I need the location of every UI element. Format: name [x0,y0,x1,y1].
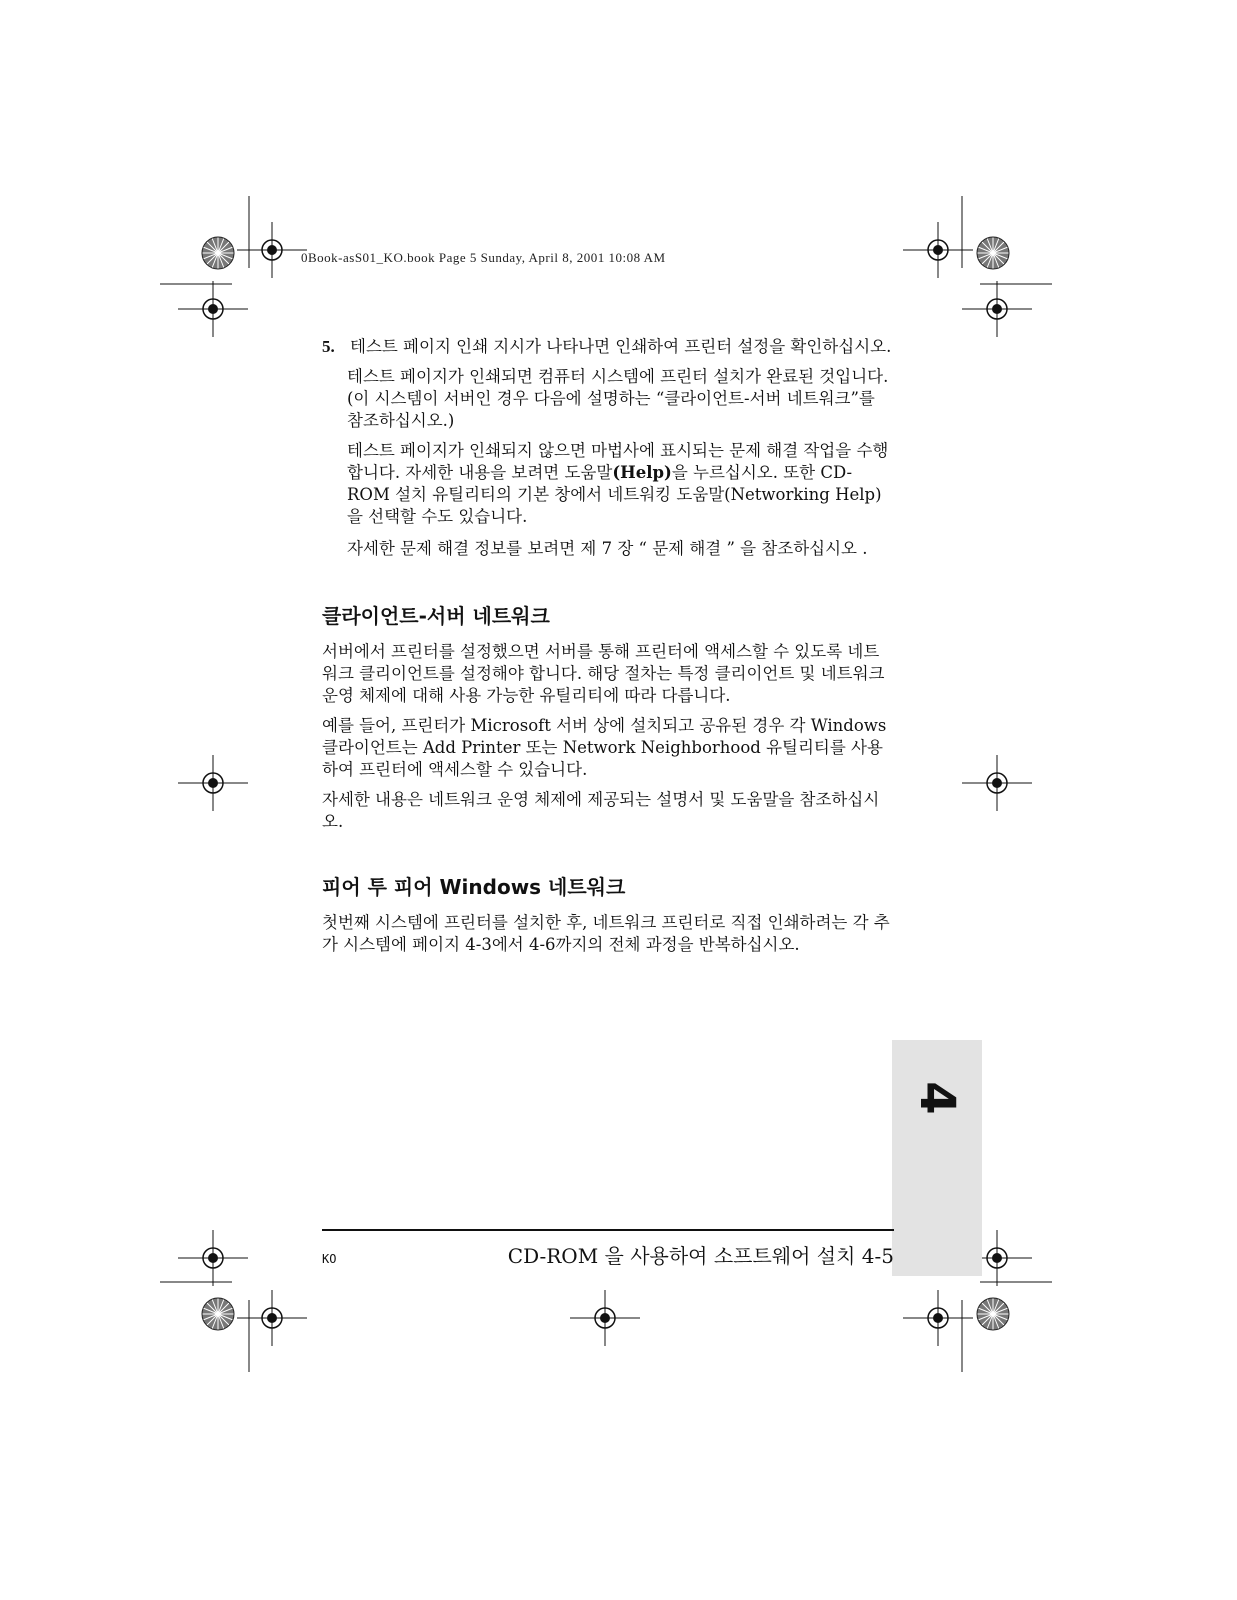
para-2-end: 을 누르십시오. 또한 CD-ROM 설치 유틸리티의 기본 창에서 네트워킹 도움말(Networking Help)을 선택할 수도 있습니다. [347,463,882,526]
step-5-para-2 [322,440,894,528]
client-server-para-2: 예를 들어, 프린터가 Microsoft 서버 상에 설치되고 공유된 경우 각 Windows 클라이언트는 Add Printer 또는 Network Neighborhood 유틸리티를 사용하여 프린터에 액세스할 수 있습니다. [322,716,887,779]
main-content [322,336,894,956]
footer-rule [322,1229,894,1231]
step-5-para-1: 테스트 페이지가 인쇄되면 컴퓨터 시스템에 프린터 설치가 완료된 것입니다. (이 시스템이 서버인 경우 다음에 설명하는 “클라이언트-서버 네트워크”를 참조하십시오.) [347,367,889,430]
step-text: 테스트 페이지 인쇄 지시가 나타나면 인쇄하여 프린터 설정을 확인하십시오. [350,337,892,356]
step-5-para-3: 자세한 문제 해결 정보를 보려면 제 7 장 “ 문제 해결 ” 을 참조하십시오 . [347,539,868,558]
chapter-number: 4 [909,1081,965,1115]
peer-to-peer-para-1: 첫번째 시스템에 프린터를 설치한 후, 네트워크 프린터로 직접 인쇄하려는 각 추가 시스템에 페이지 4-3에서 4-6까지의 전체 과정을 반복하십시오. [322,913,890,954]
chapter-tab [892,1040,982,1276]
footer-language-code: KO [322,1252,337,1266]
step-number: 5. [322,337,335,356]
client-server-para-3: 자세한 내용은 네트워크 운영 체제에 제공되는 설명서 및 도움말을 참조하십시오. [322,790,880,831]
print-slug: 0Book-asS01_KO.book Page 5 Sunday, April 8, 2001 10:08 AM [301,250,666,265]
section-heading-peer-to-peer: 피어 투 피어 Windows 네트워크 [322,875,626,899]
help-term: (Help) [612,463,672,482]
para-2-start: 테스트 페이지가 인쇄되지 않으면 마법사에 표시되는 문제 해결 작업을 수행합니다. 자세한 내용을 보려면 도움말 [347,441,889,482]
client-server-para-1: 서버에서 프린터를 설정했으면 서버를 통해 프린터에 액세스할 수 있도록 네트워크 클리이언트를 설정해야 합니다. 해당 절차는 특정 클리이언트 및 네트워크 운영 체제에 대해 사용 가능한 유틸리티에 따라 다릅니다. [322,642,885,705]
section-heading-client-server: 클라이언트-서버 네트워크 [322,604,550,628]
footer-running-title: CD-ROM 을 사용하여 소프트웨어 설치 4-5 [507,1244,894,1268]
step-5 [322,336,894,358]
